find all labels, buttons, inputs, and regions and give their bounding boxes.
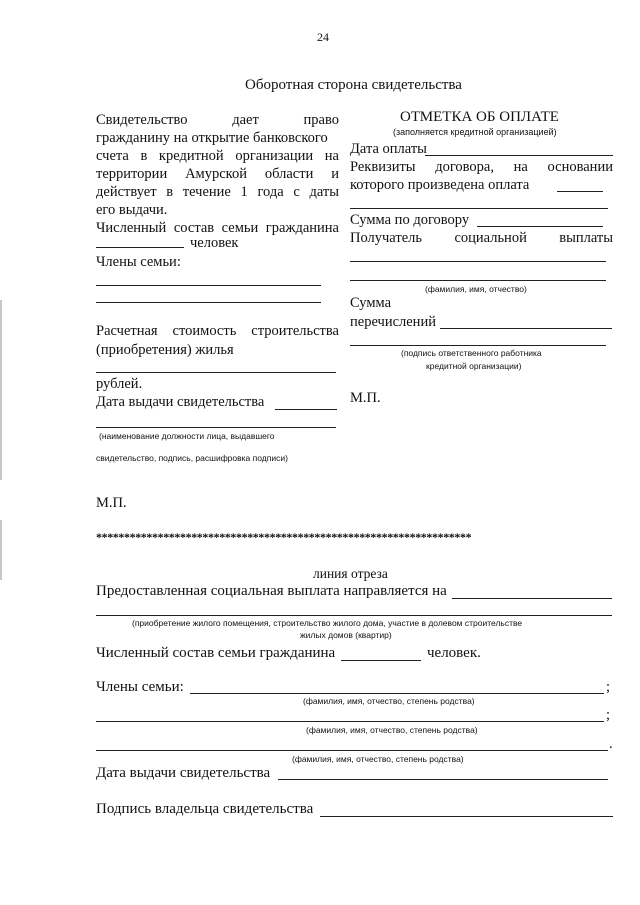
certificate-stamp: М.П. — [96, 495, 127, 511]
requisites-line-2: которого произведена оплата — [350, 177, 530, 193]
rubles-label: рублей. — [96, 376, 143, 392]
recipient-field-2[interactable] — [350, 280, 606, 281]
stub-member-field-1[interactable] — [190, 693, 604, 694]
stub-member-semicolon-1: ; — [606, 679, 611, 695]
stub-members-label: Члены семьи: — [96, 679, 184, 695]
stub-issue-date-field[interactable] — [278, 779, 608, 780]
stub-member-caption-3: (фамилия, имя, отчество, степень родства) — [292, 754, 464, 764]
intro-line-6: его выдачи. — [96, 202, 168, 218]
intro-line-5: действует в течение 1 года с даты — [96, 184, 339, 200]
page-title: Оборотная сторона свидетельства — [245, 77, 462, 93]
cost-line-1: Расчетная стоимость строительства — [96, 323, 339, 339]
scan-edge — [0, 300, 2, 480]
recipient-caption: (фамилия, имя, отчество) — [425, 284, 527, 294]
stub-family-size-unit: человек. — [427, 645, 481, 661]
bank-signature-caption-2: кредитной организации) — [426, 361, 522, 371]
stub-member-field-3[interactable] — [96, 750, 608, 751]
stub-owner-signature-field[interactable] — [320, 816, 613, 817]
scan-edge — [0, 520, 2, 580]
cut-line-label: линия отреза — [313, 566, 388, 581]
family-size-unit: человек — [190, 235, 239, 251]
intro-line-4: территории Амурской области и — [96, 166, 339, 182]
requisites-field[interactable] — [350, 208, 608, 209]
payment-date-label: Дата оплаты — [350, 141, 427, 157]
payment-date-field[interactable] — [425, 155, 613, 156]
stub-directed-label: Предоставленная социальная выплата направляется на — [96, 583, 447, 599]
cost-field[interactable] — [96, 372, 336, 373]
stub-directed-field[interactable] — [452, 598, 612, 599]
payment-mark-heading: ОТМЕТКА ОБ ОПЛАТЕ — [400, 109, 559, 125]
requisites-line-1: Реквизиты договора, на основании — [350, 159, 613, 175]
stub-member-period: . — [609, 736, 613, 752]
signer-field[interactable] — [96, 427, 336, 428]
member-field-1[interactable] — [96, 285, 321, 286]
signer-caption-2: свидетельство, подпись, расшифровка подписи) — [96, 453, 288, 463]
stub-member-semicolon-2: ; — [606, 707, 611, 723]
bank-signature-field[interactable] — [350, 345, 606, 346]
member-field-2[interactable] — [96, 302, 321, 303]
requisites-field-inline[interactable] — [557, 191, 603, 192]
recipient-label: Получатель социальной выплаты — [350, 230, 613, 246]
stub-issue-date-label: Дата выдачи свидетельства — [96, 765, 271, 781]
bank-signature-caption-1: (подпись ответственного работника — [401, 348, 542, 358]
issue-date-field[interactable] — [275, 409, 337, 410]
transfer-sum-label-2: перечислений — [350, 314, 436, 330]
stub-purpose-field[interactable] — [96, 615, 612, 616]
intro-line-3: счета в кредитной организации на — [96, 148, 339, 164]
stub-member-caption-1: (фамилия, имя, отчество, степень родства) — [303, 696, 475, 706]
contract-sum-label: Сумма по договору — [350, 212, 470, 228]
payment-mark-subheading: (заполняется кредитной организацией) — [393, 127, 557, 137]
page-number: 24 — [317, 30, 329, 44]
intro-line-2: гражданину на открытие банковского — [96, 130, 328, 146]
transfer-sum-label-1: Сумма — [350, 295, 392, 311]
intro-line-1: Свидетельство дает право — [96, 112, 339, 128]
transfer-sum-field[interactable] — [440, 328, 612, 329]
members-label: Члены семьи: — [96, 254, 181, 270]
contract-sum-field[interactable] — [477, 226, 603, 227]
issue-date-label: Дата выдачи свидетельства — [96, 394, 265, 410]
stub-member-caption-2: (фамилия, имя, отчество, степень родства) — [306, 725, 478, 735]
stub-family-size-label: Численный состав семьи гражданина — [96, 645, 336, 661]
cost-line-2: (приобретения) жилья — [96, 342, 234, 358]
separator-stars: ******************************************************************* — [96, 530, 472, 544]
signer-caption-1: (наименование должности лица, выдавшего — [99, 431, 275, 441]
stub-family-size-field[interactable] — [341, 660, 421, 661]
family-size-field[interactable] — [96, 247, 184, 248]
recipient-field-1[interactable] — [350, 261, 606, 262]
stub-purpose-caption-1: (приобретение жилого помещения, строительство жилого дома, участие в долевом строительстве — [132, 618, 523, 628]
stub-owner-signature-label: Подпись владельца свидетельства — [96, 801, 314, 817]
stub-member-field-2[interactable] — [96, 721, 604, 722]
family-size-line-1: Численный состав семьи гражданина — [96, 220, 339, 236]
bank-stamp: М.П. — [350, 390, 381, 406]
stub-purpose-caption-2: жилых домов (квартир) — [300, 630, 392, 640]
